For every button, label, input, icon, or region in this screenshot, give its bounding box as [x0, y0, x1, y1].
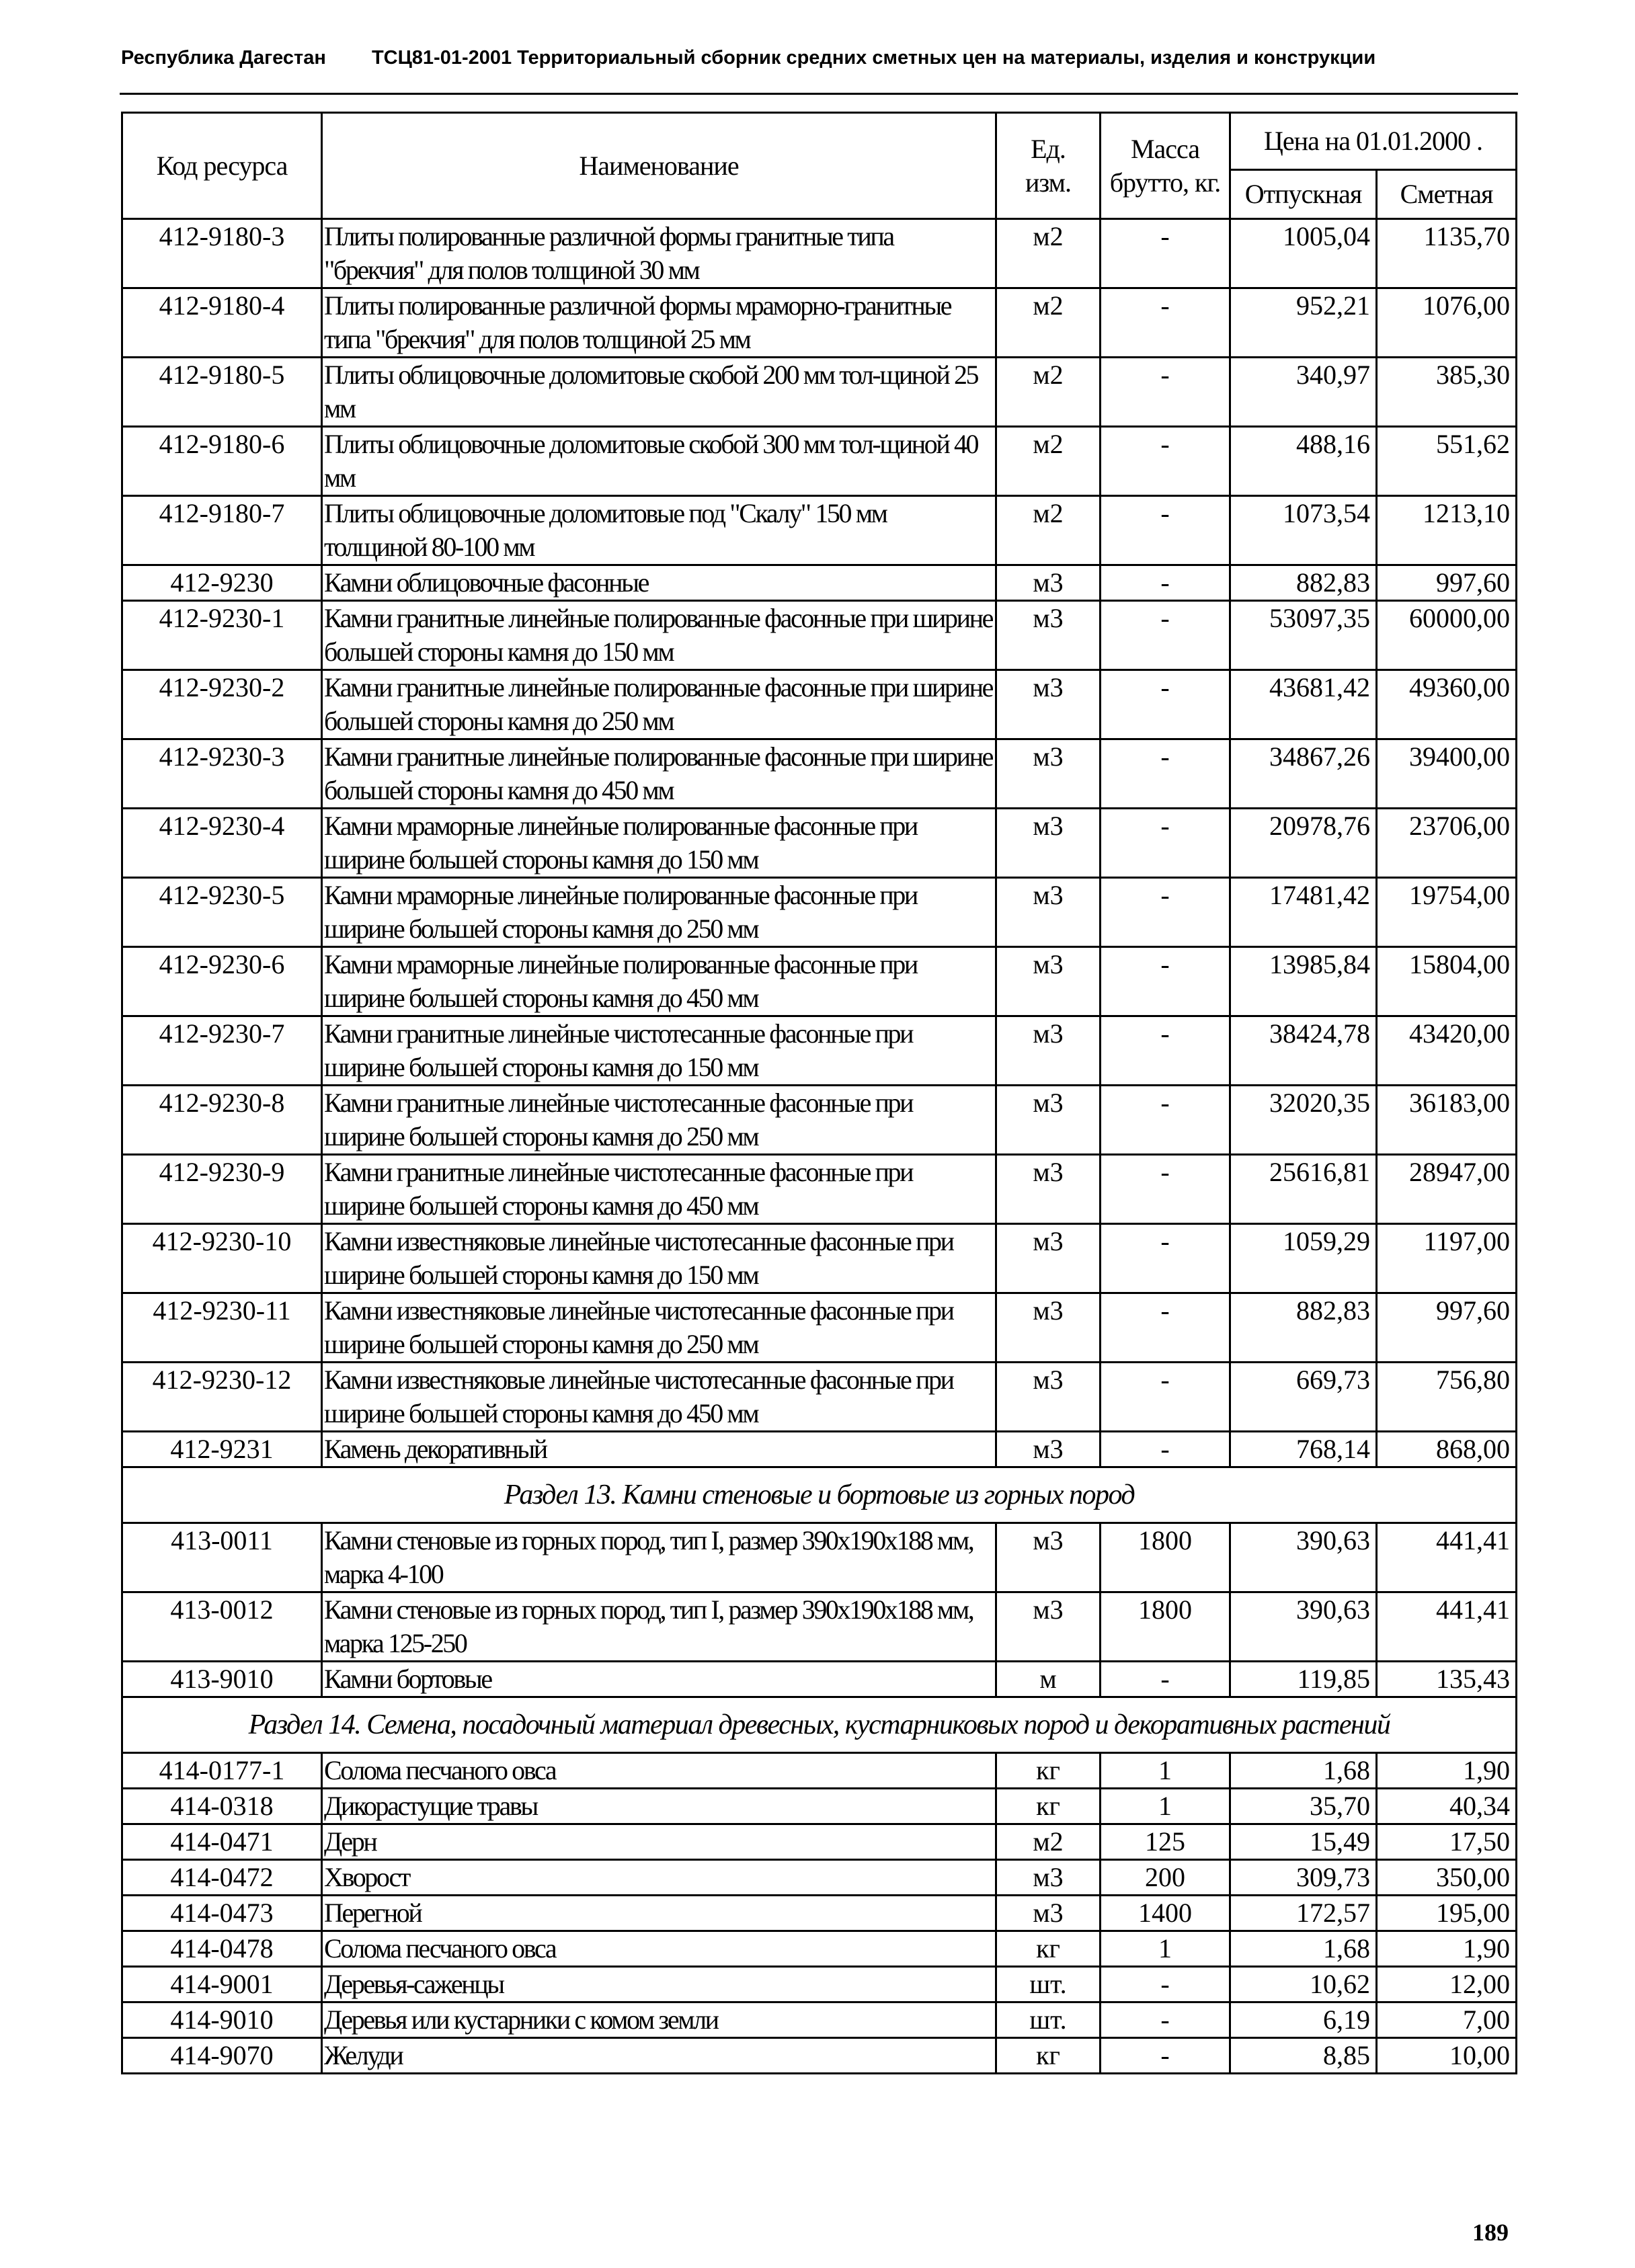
table-row [122, 2002, 1517, 2038]
cell-unit: м3 [996, 1155, 1101, 1224]
cell-name: Деревья-саженцы [322, 1967, 996, 2002]
cell-estimate-price: 1076,00 [1377, 288, 1517, 358]
cell-name: Дикорастущие травы [322, 1789, 996, 1824]
cell-estimate-price: 23706,00 [1377, 809, 1517, 878]
cell-unit: м [996, 1662, 1101, 1697]
cell-estimate-price: 1,90 [1377, 1753, 1517, 1789]
table-body-section12 [122, 219, 1517, 1467]
cell-code: 414-0478 [122, 1931, 322, 1967]
header-region: Республика Дагестан [121, 47, 326, 69]
cell-code: 412-9230-11 [122, 1293, 322, 1363]
cell-code: 412-9180-5 [122, 358, 322, 427]
cell-release-price: 38424,78 [1230, 1016, 1377, 1086]
table-row [122, 1224, 1517, 1293]
cell-name: Плиты облицовочные доломитовые скобой 200 мм тол-щиной 25 мм [322, 358, 996, 427]
cell-estimate-price: 551,62 [1377, 427, 1517, 496]
cell-release-price: 1005,04 [1230, 219, 1377, 288]
cell-estimate-price: 43420,00 [1377, 1016, 1517, 1086]
cell-mass: - [1101, 601, 1230, 670]
cell-release-price: 17481,42 [1230, 878, 1377, 947]
cell-estimate-price: 40,34 [1377, 1789, 1517, 1824]
cell-name: Камни известняковые линейные чистотесанные фасонные при ширине большей стороны камня до 450 мм [322, 1363, 996, 1432]
table-row [122, 1592, 1517, 1662]
cell-name: Плиты облицовочные доломитовые под "Скалу" 150 мм толщиной 80-100 мм [322, 496, 996, 565]
cell-estimate-price: 350,00 [1377, 1860, 1517, 1896]
cell-unit: м3 [996, 1860, 1101, 1896]
cell-unit: м3 [996, 1363, 1101, 1432]
cell-release-price: 8,85 [1230, 2038, 1377, 2074]
cell-unit: м3 [996, 878, 1101, 947]
cell-release-price: 35,70 [1230, 1789, 1377, 1824]
cell-name: Перегной [322, 1896, 996, 1931]
table-section13 [122, 1467, 1517, 1523]
table-row [122, 670, 1517, 739]
cell-mass: - [1101, 565, 1230, 601]
cell-code: 412-9230-10 [122, 1224, 322, 1293]
table-row [122, 878, 1517, 947]
col-header-price-group: Цена на 01.01.2000 . [1230, 113, 1517, 170]
cell-release-price: 768,14 [1230, 1432, 1377, 1467]
cell-mass: - [1101, 739, 1230, 809]
cell-release-price: 13985,84 [1230, 947, 1377, 1016]
cell-unit: м3 [996, 809, 1101, 878]
cell-unit: м3 [996, 1432, 1101, 1467]
cell-name: Плиты полированные различной формы гранитные типа "брекчия" для полов толщиной 30 мм [322, 219, 996, 288]
cell-code: 413-9010 [122, 1662, 322, 1697]
cell-mass: 1800 [1101, 1523, 1230, 1592]
cell-code: 414-9001 [122, 1967, 322, 2002]
cell-release-price: 952,21 [1230, 288, 1377, 358]
cell-mass: 125 [1101, 1824, 1230, 1860]
cell-unit: кг [996, 1931, 1101, 1967]
cell-unit: шт. [996, 1967, 1101, 2002]
cell-name: Солома песчаного овса [322, 1753, 996, 1789]
header-rule [120, 93, 1518, 95]
cell-estimate-price: 1,90 [1377, 1931, 1517, 1967]
cell-estimate-price: 7,00 [1377, 2002, 1517, 2038]
cell-name: Камни бортовые [322, 1662, 996, 1697]
cell-unit: м3 [996, 1523, 1101, 1592]
cell-mass: - [1101, 1016, 1230, 1086]
col-header-unit-line1: Ед. [1031, 133, 1066, 164]
cell-release-price: 6,19 [1230, 2002, 1377, 2038]
cell-mass: - [1101, 1293, 1230, 1363]
cell-mass: - [1101, 288, 1230, 358]
cell-name: Плиты полированные различной формы мраморно-гранитные типа "брекчия" для полов толщиной 25 мм [322, 288, 996, 358]
cell-name: Дерн [322, 1824, 996, 1860]
cell-release-price: 32020,35 [1230, 1086, 1377, 1155]
table-row [122, 1155, 1517, 1224]
cell-code: 412-9230-9 [122, 1155, 322, 1224]
cell-code: 414-0318 [122, 1789, 322, 1824]
table-row [122, 1824, 1517, 1860]
cell-unit: м2 [996, 358, 1101, 427]
cell-unit: м2 [996, 1824, 1101, 1860]
cell-estimate-price: 756,80 [1377, 1363, 1517, 1432]
cell-name: Солома песчаного овса [322, 1931, 996, 1967]
cell-release-price: 25616,81 [1230, 1155, 1377, 1224]
cell-code: 412-9230-6 [122, 947, 322, 1016]
cell-mass: 1 [1101, 1931, 1230, 1967]
cell-name: Камни известняковые линейные чистотесанные фасонные при ширине большей стороны камня до 150 мм [322, 1224, 996, 1293]
cell-mass: 1800 [1101, 1592, 1230, 1662]
cell-release-price: 882,83 [1230, 1293, 1377, 1363]
col-header-mass-line1: Масса [1130, 133, 1200, 164]
table-row [122, 427, 1517, 496]
cell-code: 414-0473 [122, 1896, 322, 1931]
section-14-title: Раздел 14. Семена, посадочный материал древесных, кустарниковых пород и декоративных растений [122, 1697, 1517, 1753]
cell-estimate-price: 997,60 [1377, 1293, 1517, 1363]
cell-code: 413-0011 [122, 1523, 322, 1592]
table-header [122, 113, 1517, 219]
cell-code: 412-9180-4 [122, 288, 322, 358]
cell-mass: - [1101, 2002, 1230, 2038]
table-row [122, 1363, 1517, 1432]
cell-unit: м3 [996, 1592, 1101, 1662]
col-header-code: Код ресурса [122, 113, 322, 219]
cell-mass: - [1101, 1363, 1230, 1432]
cell-release-price: 390,63 [1230, 1592, 1377, 1662]
cell-estimate-price: 441,41 [1377, 1523, 1517, 1592]
table-row [122, 219, 1517, 288]
cell-mass: - [1101, 1967, 1230, 2002]
table-row [122, 1086, 1517, 1155]
table-row [122, 947, 1517, 1016]
cell-release-price: 390,63 [1230, 1523, 1377, 1592]
cell-estimate-price: 49360,00 [1377, 670, 1517, 739]
cell-unit: м3 [996, 1896, 1101, 1931]
cell-release-price: 309,73 [1230, 1860, 1377, 1896]
cell-mass: - [1101, 2038, 1230, 2074]
cell-code: 414-0471 [122, 1824, 322, 1860]
cell-unit: кг [996, 2038, 1101, 2074]
cell-estimate-price: 385,30 [1377, 358, 1517, 427]
col-header-name: Наименование [322, 113, 996, 219]
col-header-unit-line2: изм. [1025, 167, 1071, 198]
cell-name: Камни гранитные линейные чистотесанные фасонные при ширине большей стороны камня до 250 мм [322, 1086, 996, 1155]
cell-code: 412-9230-3 [122, 739, 322, 809]
col-header-unit [996, 113, 1101, 219]
cell-estimate-price: 195,00 [1377, 1896, 1517, 1931]
cell-unit: м3 [996, 1224, 1101, 1293]
table-row [122, 1432, 1517, 1467]
table-row [122, 1293, 1517, 1363]
table-row [122, 739, 1517, 809]
cell-name: Камни стеновые из горных пород, тип I, размер 390x190x188 мм, марка 4-100 [322, 1523, 996, 1592]
cell-name: Камни мраморные линейные полированные фасонные при ширине большей стороны камня до 450 мм [322, 947, 996, 1016]
table-section14 [122, 1697, 1517, 1753]
cell-mass: - [1101, 1432, 1230, 1467]
cell-estimate-price: 1213,10 [1377, 496, 1517, 565]
cell-code: 412-9230-5 [122, 878, 322, 947]
cell-estimate-price: 39400,00 [1377, 739, 1517, 809]
cell-mass: - [1101, 1086, 1230, 1155]
cell-mass: 1 [1101, 1789, 1230, 1824]
cell-estimate-price: 36183,00 [1377, 1086, 1517, 1155]
table-row [122, 2038, 1517, 2074]
cell-name: Камни мраморные линейные полированные фасонные при ширине большей стороны камня до 150 мм [322, 809, 996, 878]
cell-mass: - [1101, 1155, 1230, 1224]
table-row [122, 1662, 1517, 1697]
cell-unit: м3 [996, 739, 1101, 809]
cell-mass: - [1101, 878, 1230, 947]
table-row [122, 809, 1517, 878]
table-row [122, 601, 1517, 670]
cell-unit: м3 [996, 947, 1101, 1016]
cell-estimate-price: 1135,70 [1377, 219, 1517, 288]
cell-release-price: 340,97 [1230, 358, 1377, 427]
cell-release-price: 172,57 [1230, 1896, 1377, 1931]
cell-release-price: 15,49 [1230, 1824, 1377, 1860]
table-row [122, 1789, 1517, 1824]
cell-release-price: 669,73 [1230, 1363, 1377, 1432]
cell-name: Камни гранитные линейные полированные фасонные при ширине большей стороны камня до 450 мм [322, 739, 996, 809]
table-row [122, 1967, 1517, 2002]
table-row [122, 1860, 1517, 1896]
cell-release-price: 34867,26 [1230, 739, 1377, 809]
cell-mass: - [1101, 947, 1230, 1016]
cell-unit: м3 [996, 565, 1101, 601]
cell-name: Хворост [322, 1860, 996, 1896]
cell-name: Камни гранитные линейные полированные фасонные при ширине большей стороны камня до 150 мм [322, 601, 996, 670]
cell-release-price: 10,62 [1230, 1967, 1377, 2002]
cell-code: 412-9231 [122, 1432, 322, 1467]
cell-estimate-price: 868,00 [1377, 1432, 1517, 1467]
cell-unit: м3 [996, 1086, 1101, 1155]
cell-code: 412-9230-8 [122, 1086, 322, 1155]
table-row [122, 496, 1517, 565]
cell-unit: кг [996, 1789, 1101, 1824]
cell-name: Камни известняковые линейные чистотесанные фасонные при ширине большей стороны камня до 250 мм [322, 1293, 996, 1363]
cell-code: 413-0012 [122, 1592, 322, 1662]
cell-code: 414-0177-1 [122, 1753, 322, 1789]
cell-release-price: 53097,35 [1230, 601, 1377, 670]
cell-code: 412-9230-4 [122, 809, 322, 878]
table-row [122, 1931, 1517, 1967]
cell-code: 412-9180-3 [122, 219, 322, 288]
cell-release-price: 488,16 [1230, 427, 1377, 496]
cell-unit: м2 [996, 496, 1101, 565]
cell-name: Камни стеновые из горных пород, тип I, размер 390x190x188 мм, марка 125-250 [322, 1592, 996, 1662]
cell-release-price: 1,68 [1230, 1931, 1377, 1967]
col-header-release: Отпускная [1230, 170, 1377, 219]
cell-mass: - [1101, 427, 1230, 496]
cell-name: Камни гранитные линейные чистотесанные фасонные при ширине большей стороны камня до 150 мм [322, 1016, 996, 1086]
cell-mass: - [1101, 496, 1230, 565]
cell-mass: - [1101, 670, 1230, 739]
cell-name: Плиты облицовочные доломитовые скобой 300 мм тол-щиной 40 мм [322, 427, 996, 496]
cell-mass: 200 [1101, 1860, 1230, 1896]
page-number: 189 [1472, 2219, 1509, 2246]
cell-name: Камень декоративный [322, 1432, 996, 1467]
table-row [122, 1896, 1517, 1931]
cell-release-price: 1073,54 [1230, 496, 1377, 565]
cell-code: 412-9230-2 [122, 670, 322, 739]
cell-unit: м3 [996, 601, 1101, 670]
cell-name: Камни облицовочные фасонные [322, 565, 996, 601]
cell-mass: - [1101, 1224, 1230, 1293]
cell-mass: - [1101, 358, 1230, 427]
table-row [122, 1016, 1517, 1086]
cell-unit: кг [996, 1753, 1101, 1789]
table-row [122, 288, 1517, 358]
table-body-section13 [122, 1523, 1517, 1697]
cell-estimate-price: 441,41 [1377, 1592, 1517, 1662]
table-row [122, 1523, 1517, 1592]
cell-code: 412-9230-1 [122, 601, 322, 670]
cell-mass: - [1101, 219, 1230, 288]
cell-estimate-price: 28947,00 [1377, 1155, 1517, 1224]
cell-estimate-price: 17,50 [1377, 1824, 1517, 1860]
cell-mass: - [1101, 1662, 1230, 1697]
cell-unit: шт. [996, 2002, 1101, 2038]
cell-name: Камни гранитные линейные чистотесанные фасонные при ширине большей стороны камня до 450 мм [322, 1155, 996, 1224]
cell-name: Желуди [322, 2038, 996, 2074]
cell-code: 414-0472 [122, 1860, 322, 1896]
section-13-title: Раздел 13. Камни стеновые и бортовые из горных пород [122, 1467, 1517, 1523]
cell-mass: 1400 [1101, 1896, 1230, 1931]
cell-code: 412-9180-7 [122, 496, 322, 565]
col-header-mass [1101, 113, 1230, 219]
table-row [122, 1753, 1517, 1789]
cell-release-price: 1059,29 [1230, 1224, 1377, 1293]
table-body-section14 [122, 1753, 1517, 2074]
cell-code: 414-9010 [122, 2002, 322, 2038]
col-header-mass-line2: брутто, кг. [1109, 167, 1221, 198]
cell-name: Камни мраморные линейные полированные фасонные при ширине большей стороны камня до 250 мм [322, 878, 996, 947]
cell-mass: - [1101, 809, 1230, 878]
cell-code: 412-9230-12 [122, 1363, 322, 1432]
cell-release-price: 20978,76 [1230, 809, 1377, 878]
table-row [122, 565, 1517, 601]
cell-estimate-price: 1197,00 [1377, 1224, 1517, 1293]
cell-unit: м3 [996, 1293, 1101, 1363]
cell-unit: м2 [996, 427, 1101, 496]
cell-estimate-price: 10,00 [1377, 2038, 1517, 2074]
cell-estimate-price: 19754,00 [1377, 878, 1517, 947]
cell-unit: м3 [996, 1016, 1101, 1086]
cell-estimate-price: 997,60 [1377, 565, 1517, 601]
cell-name: Камни гранитные линейные полированные фасонные при ширине большей стороны камня до 250 мм [322, 670, 996, 739]
cell-estimate-price: 60000,00 [1377, 601, 1517, 670]
page-header [121, 47, 1519, 69]
cell-unit: м3 [996, 670, 1101, 739]
cell-code: 414-9070 [122, 2038, 322, 2074]
cell-release-price: 1,68 [1230, 1753, 1377, 1789]
col-header-estimate: Сметная [1377, 170, 1517, 219]
cell-code: 412-9230-7 [122, 1016, 322, 1086]
header-title: ТСЦ81-01-2001 Территориальный сборник средних сметных цен на материалы, изделия и конструкции [371, 47, 1376, 69]
cell-estimate-price: 135,43 [1377, 1662, 1517, 1697]
cell-estimate-price: 15804,00 [1377, 947, 1517, 1016]
cell-release-price: 43681,42 [1230, 670, 1377, 739]
cell-code: 412-9230 [122, 565, 322, 601]
cell-unit: м2 [996, 288, 1101, 358]
cell-unit: м2 [996, 219, 1101, 288]
table-row [122, 358, 1517, 427]
price-table [121, 112, 1517, 2074]
cell-release-price: 119,85 [1230, 1662, 1377, 1697]
cell-estimate-price: 12,00 [1377, 1967, 1517, 2002]
cell-mass: 1 [1101, 1753, 1230, 1789]
cell-name: Деревья или кустарники с комом земли [322, 2002, 996, 2038]
cell-release-price: 882,83 [1230, 565, 1377, 601]
cell-code: 412-9180-6 [122, 427, 322, 496]
